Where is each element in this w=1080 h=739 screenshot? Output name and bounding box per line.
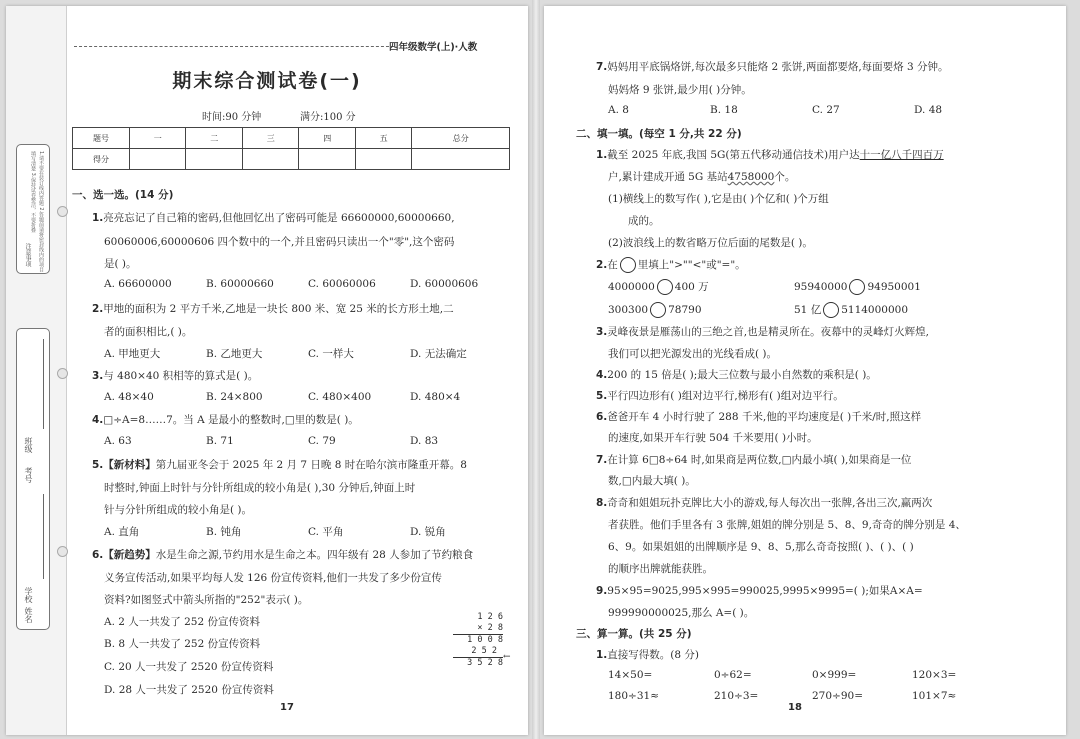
option[interactable]: B. 71 — [206, 435, 234, 447]
binding-margin — [6, 6, 67, 735]
question-text: 是( )。 — [104, 258, 137, 270]
compare-left: 4000000 — [608, 281, 655, 293]
score-table-header: 四 — [299, 128, 355, 149]
question-text: 与 480×40 积相等的算式是( )。 — [103, 370, 259, 382]
option[interactable]: A. 甲地更大 — [104, 348, 161, 360]
option[interactable]: C. 20 人一共发了 2520 份宣传资料 — [104, 661, 274, 673]
question-text: 平行四边形有( )组对边平行,梯形有( )组对边平行。 — [607, 390, 844, 402]
question-line — [596, 495, 932, 510]
question-text: 奇奇和姐姐玩扑克牌比大小的游戏,每人每次出一张牌,各出三次,赢两次 — [607, 497, 933, 509]
question-text: 直接写得数。(8 分) — [607, 649, 700, 661]
option[interactable]: B. 乙地更大 — [206, 348, 263, 360]
option[interactable]: B. 18 — [710, 104, 738, 116]
calc-line: × 2 8 — [453, 623, 503, 635]
question-text: 灵峰夜景是雁荡山的三绝之首,也是精灵所在。夜幕中的灵峰灯火辉煌, — [607, 326, 929, 338]
question-line — [92, 457, 467, 472]
compare-left: 51 亿 — [794, 304, 822, 316]
question-number: 5. — [92, 459, 104, 471]
score-table-header: 总分 — [412, 128, 510, 149]
question-text: 6、9。如果姐姐的出牌顺序是 9、8、5,那么奇奇按照( )、( )、( ) — [608, 541, 914, 553]
question-text: 者的面积相比,( )。 — [104, 326, 193, 338]
score-cell[interactable] — [355, 149, 411, 170]
calc-line: 1 0 0 8 — [467, 635, 503, 645]
class-field-label: 班级 — [24, 437, 33, 453]
question-text: 水是生命之源,节约用水是生命之本。四年级有 28 人参加了节约粮食 — [155, 549, 474, 561]
option[interactable]: A. 66600000 — [104, 278, 172, 290]
section-heading: 一、选一选。(14 分) — [72, 189, 174, 201]
option[interactable]: B. 60000660 — [206, 278, 274, 290]
question-number: 6. — [92, 549, 104, 561]
question-number: 4. — [92, 414, 104, 426]
question-text: 针与分针所组成的较小角是( )。 — [104, 504, 253, 516]
compare-item — [794, 279, 921, 295]
compare-item — [794, 302, 908, 318]
question-line — [596, 647, 699, 662]
question-number: 1. — [596, 649, 608, 661]
calc-item[interactable]: 210÷3= — [714, 690, 759, 702]
compare-item — [608, 302, 702, 318]
question-line — [596, 367, 877, 382]
score-table-header: 二 — [186, 128, 242, 149]
score-cell[interactable] — [299, 149, 355, 170]
question-text: 爸爸开车 4 小时行驶了 288 千米,他的平均速度是( )千米/时,照这样 — [607, 411, 922, 423]
option[interactable]: D. 无法确定 — [410, 348, 467, 360]
question-text: 截至 2025 年底,我国 5G(第五代移动通信技术)用户达 — [607, 149, 860, 161]
score-cell[interactable] — [242, 149, 298, 170]
exam-time: 时间:90 分钟 — [202, 112, 262, 123]
compare-left: 300300 — [608, 304, 649, 316]
arrow-left-icon: ← — [503, 652, 511, 662]
score-table-header: 一 — [130, 128, 186, 149]
option[interactable]: D. 48 — [914, 104, 943, 116]
option[interactable]: A. 8 — [608, 104, 629, 116]
question-line — [596, 583, 923, 598]
question-text: 亮亮忘记了自己箱的密码,但他回忆出了密码可能是 66600000,60000660, — [103, 212, 455, 224]
score-row-label: 得分 — [73, 149, 130, 170]
option[interactable]: B. 钝角 — [206, 526, 242, 538]
section-heading: 三、算一算。(共 25 分) — [576, 628, 692, 640]
question-text: 妈妈用平底锅烙饼,每次最多只能烙 2 张饼,两面都要烙,每面要烙 3 分钟。 — [607, 61, 949, 73]
question-text: □÷A=8……7。当 A 是最小的整数时,□里的数是( )。 — [103, 414, 359, 426]
question-tag: 【新材料】 — [103, 459, 156, 471]
compare-circle[interactable] — [823, 302, 839, 318]
compare-circle[interactable] — [650, 302, 666, 318]
calc-item[interactable]: 101×7≈ — [912, 690, 957, 702]
compare-circle[interactable] — [620, 257, 636, 273]
book-gutter — [532, 0, 540, 739]
question-text: 第九届亚冬会于 2025 年 2 月 7 日晚 8 时在哈尔滨市隆重开幕。8 — [155, 459, 467, 471]
vertical-multiplication — [453, 612, 503, 669]
binding-hole — [57, 206, 68, 217]
question-text: 里填上">""<"或"="。 — [637, 259, 746, 271]
exam-full-score: 满分:100 分 — [300, 112, 356, 123]
option[interactable]: C. 一样大 — [308, 348, 354, 360]
compare-item — [608, 279, 709, 295]
underlined-number: 十一亿八千四百万 — [859, 149, 944, 161]
calc-item[interactable]: 120×3= — [912, 669, 957, 681]
question-text: 时整时,钟面上时针与分针所组成的较小角是( ),30 分钟后,钟面上时 — [104, 482, 416, 494]
calc-item[interactable]: 0×999= — [812, 669, 857, 681]
calc-item[interactable]: 270÷90= — [812, 690, 863, 702]
compare-circle[interactable] — [657, 279, 673, 295]
calc-item[interactable]: 180÷31≈ — [608, 690, 659, 702]
section-heading: 二、填一填。(每空 1 分,共 22 分) — [576, 128, 742, 140]
question-text: 在计算 6□8÷64 时,如果商是两位数,□内最小填( ),如果商是一位 — [607, 454, 912, 466]
question-line — [596, 147, 944, 162]
question-line — [92, 210, 455, 225]
option[interactable]: C. 平角 — [308, 526, 344, 538]
exam-no-field-label: 考号 — [24, 467, 33, 483]
question-text: (1)横线上的数写作( ),它是由( )个亿和( )个万组 — [608, 193, 829, 205]
question-line — [92, 368, 258, 383]
question-number: 2. — [92, 303, 104, 315]
question-number: 9. — [596, 585, 608, 597]
option[interactable]: D. 60000606 — [410, 278, 479, 290]
exam-page-left — [6, 6, 528, 735]
question-line — [596, 409, 921, 424]
question-number: 3. — [596, 326, 608, 338]
option[interactable]: B. 24×800 — [206, 391, 263, 403]
question-number: 7. — [596, 454, 608, 466]
compare-right: 94950001 — [867, 281, 921, 293]
question-number: 2. — [596, 259, 608, 271]
name-field-label: 姓名 — [24, 607, 33, 623]
score-cell[interactable] — [130, 149, 186, 170]
compare-right: 78790 — [668, 304, 702, 316]
header-dashed-line — [74, 46, 394, 47]
question-text: 在 — [607, 259, 618, 271]
binding-hole — [57, 368, 68, 379]
wavy-number: 4758000 — [727, 171, 775, 183]
binding-hole — [57, 546, 68, 557]
question-text: 200 的 15 倍是( );最大三位数与最小自然数的乘积是( )。 — [607, 369, 877, 381]
page-number: 18 — [788, 702, 802, 713]
page-number: 17 — [280, 702, 294, 713]
calc-item[interactable]: 0÷62= — [714, 669, 752, 681]
option[interactable]: A. 63 — [104, 435, 132, 447]
calc-line: 3 5 2 8 — [467, 658, 503, 668]
question-line — [92, 412, 359, 427]
class-blank[interactable] — [43, 339, 44, 429]
question-tag: 【新趋势】 — [103, 549, 156, 561]
score-table — [72, 127, 510, 170]
question-text: 成的。 — [628, 215, 660, 227]
question-text: 我们可以把光源发出的光线看成( )。 — [608, 348, 778, 360]
option[interactable]: C. 480×400 — [308, 391, 372, 403]
question-number: 1. — [92, 212, 104, 224]
question-number: 5. — [596, 390, 608, 402]
question-number: 1. — [596, 149, 608, 161]
question-text: 者获胜。他们手里各有 3 张牌,姐姐的牌分别是 5、8、9,奇奇的牌分别是 4、 — [608, 519, 966, 531]
question-text: 甲地的面积为 2 平方千米,乙地是一块长 800 米、宽 25 米的长方形土地,二 — [103, 303, 454, 315]
score-table-header: 题号 — [73, 128, 130, 149]
compare-circle[interactable] — [849, 279, 865, 295]
question-line — [92, 301, 454, 316]
score-table-header: 五 — [355, 128, 411, 149]
question-text: (2)波浪线上的数省略万位后面的尾数是( )。 — [608, 237, 813, 249]
question-text: 60060006,60000606 四个数中的一个,并且密码只读出一个"零",这个密码 — [104, 236, 455, 248]
calc-line: 2 5 2 — [453, 646, 503, 658]
question-number: 8. — [596, 497, 608, 509]
notice-title: 注意事项 — [24, 243, 31, 267]
question-text: 个。 — [774, 171, 796, 183]
question-text: 义务宣传活动,如果平均每人发 126 份宣传资料,他们一共发了多少份宣传 — [104, 572, 442, 584]
question-line — [596, 452, 911, 467]
question-line — [596, 257, 746, 273]
exam-page-right — [544, 6, 1066, 735]
question-line — [596, 59, 949, 74]
compare-right: 400 万 — [674, 281, 709, 293]
option[interactable]: D. 480×4 — [410, 391, 461, 403]
question-number: 6. — [596, 411, 608, 423]
score-cell[interactable] — [412, 149, 510, 170]
option[interactable]: A. 2 人一共发了 252 份宣传资料 — [104, 616, 260, 628]
score-table-header: 三 — [242, 128, 298, 149]
score-cell[interactable] — [186, 149, 242, 170]
question-number: 3. — [92, 370, 104, 382]
option[interactable]: A. 48×40 — [104, 391, 154, 403]
option[interactable]: D. 83 — [410, 435, 439, 447]
school-blank[interactable] — [43, 494, 44, 579]
question-text: 的顺序出牌就能获胜。 — [608, 563, 713, 575]
question-text: 数,□内最大填( )。 — [608, 475, 696, 487]
notice-box — [16, 144, 50, 274]
student-info-box — [16, 328, 50, 630]
question-text: 资料?如图竖式中箭头所指的"252"表示( )。 — [104, 594, 309, 606]
question-number: 7. — [596, 61, 608, 73]
option[interactable]: C. 79 — [308, 435, 336, 447]
option[interactable]: B. 8 人一共发了 252 份宣传资料 — [104, 638, 261, 650]
question-text: 户,累计建成开通 5G 基站 — [608, 171, 728, 183]
option[interactable]: C. 60060006 — [308, 278, 376, 290]
question-line — [608, 169, 795, 184]
option[interactable]: C. 27 — [812, 104, 840, 116]
question-line — [596, 388, 844, 403]
calc-item[interactable]: 14×50= — [608, 669, 653, 681]
question-text: 95×95=9025,995×995=990025,9995×9995=( );如果A×A= — [607, 585, 923, 597]
question-text: 的速度,如果开车行驶 504 千米要用( )小时。 — [608, 432, 818, 444]
question-line — [596, 324, 929, 339]
question-text: 妈妈烙 9 张饼,最少用( )分钟。 — [608, 84, 752, 96]
calc-line: 1 2 6 — [477, 612, 503, 622]
compare-right: 5114000000 — [841, 304, 909, 316]
option[interactable]: D. 28 人一共发了 2520 份宣传资料 — [104, 684, 274, 696]
exam-title: 期末综合测试卷(一) — [172, 70, 362, 92]
compare-left: 95940000 — [794, 281, 848, 293]
notice-text: 1.请不要在装订线内答题 2.答题前请将密封线内的项目填写清楚 3.保持试卷整洁，不要折叠 — [30, 151, 44, 273]
option[interactable]: A. 直角 — [104, 526, 140, 538]
school-field-label: 学校 — [24, 587, 33, 603]
question-text: 999990000025,那么 A=( )。 — [608, 607, 755, 619]
header-series: 四年级数学(上)·人教 — [389, 42, 478, 53]
option[interactable]: D. 锐角 — [410, 526, 446, 538]
question-number: 4. — [596, 369, 608, 381]
question-line — [92, 547, 473, 562]
